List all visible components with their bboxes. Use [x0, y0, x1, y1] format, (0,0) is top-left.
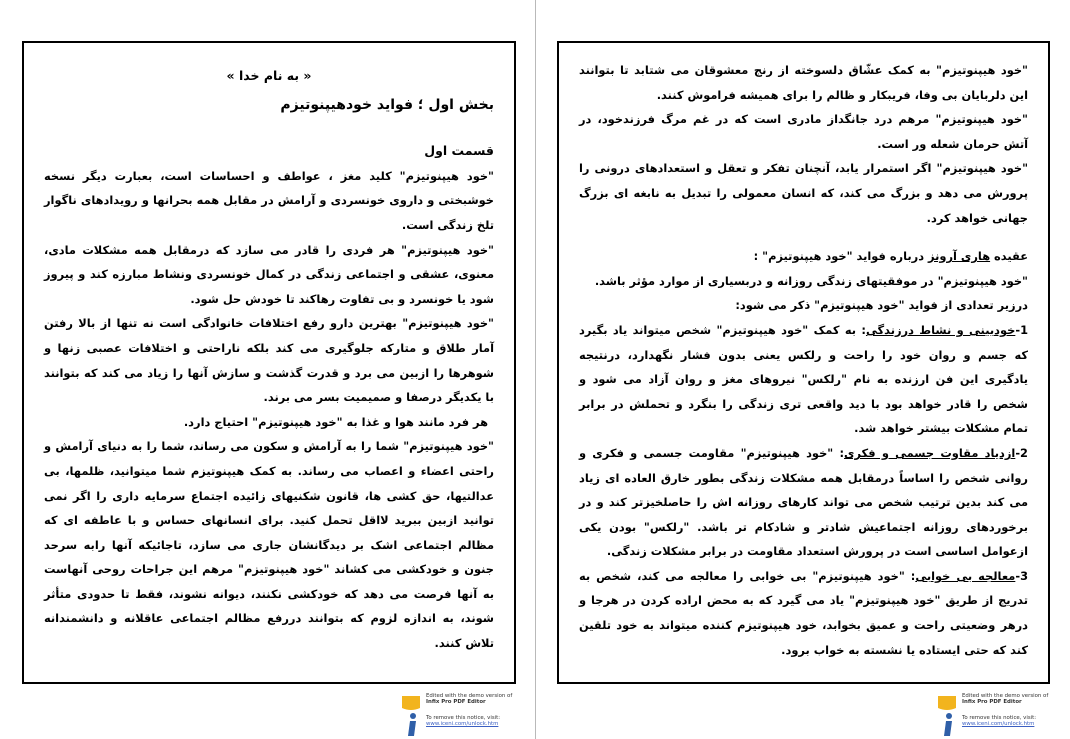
pdf-page-right	[536, 0, 1070, 739]
infix-logo-icon	[934, 690, 960, 738]
item-title: خودبینی و نشاط درزندگی	[865, 322, 1016, 337]
list-item	[579, 441, 1028, 564]
section-title: قسمت اول	[424, 143, 494, 159]
unlock-link[interactable]: www.iceni.com/unlock.htm	[426, 721, 499, 727]
paragraph: "خود هیپنوتیزم" هر فردی را قادر می سازد که درمقابل همه مشکلات مادی، معنوی، عشقی و اجتماعی زندگی در کمال خونسردی ونشاط مبارزه کند و پیروز شود یا خونسرد و بی تفاوت رهاکند تا خودش حل شود.	[44, 242, 494, 306]
item-body: : به کمک "خود هیپنوتیزم" شخص میتواند یاد بگیرد که جسم و روان خود را راحت و رلکس یعنی بدون فشار نگهدارد، درنتیجه یادگیری این فن ارزنده به نام "رلکس" نیروهای مغز و روان آزاد می شود و شخص را قادر خواهد بود با دید واقعی تری زندگی را بنگرد و تحملش در برابر تمام مشکلات بیشتر خواهد شد.	[579, 322, 1028, 436]
item-number: 1-	[1015, 322, 1029, 337]
notice-line-3: To remove this notice, visit:	[962, 715, 1037, 721]
notice-line-1: Edited with the demo version of	[962, 693, 1049, 699]
beliefs-suffix: درباره فواید "خود هیپنوتیزم" :	[753, 249, 929, 264]
pdf-page-left	[0, 0, 534, 739]
list-item	[579, 318, 1028, 441]
notice-line-2: Infix Pro PDF Editor	[426, 699, 486, 705]
item-number: 3-	[1015, 568, 1028, 583]
page-border-left	[22, 41, 516, 684]
paragraph: "خود هیپنوتیزم" اگر استمرار یابد، آنچنان تفکر و تعقل و استعدادهای درونی را پرورش می دهد و بزرگ می کند، که انسان معمولی را تبدیل به نابغه ای بزرگ جهانی خواهد کرد.	[579, 161, 1028, 225]
paragraph: "خود هیپنوتیزم" شما را به آرامش و سکون می رساند، شما را به دنیای آرامش و راحتی اعضاء و اعصاب می رساند. به کمک هیپنوتیزم شما میتوانید، ظلمها، بی عدالتیها، حق کشی ها، قانون شکنیهای زائیده اجتماع سرمایه داری را اگر نمی توانید ازبین ببرید لااقل تحمل کنید. برای انسانهای حساس و با عاطفه ای که مظالم اجتماعی اشک بر دیدگانشان جاری می سازد، تاجائیکه آنها رابه سرحد جنون و خودکشی می کشاند "خود هیپنوتیزم" مرهم این جراحات روحی آنهاست به آنها فرصت می دهد که خودکشی نکنند، دیوانه نشوند، فقط تا حدودی متأثر شوند، به اندازه لزوم که بتوانند دررفع مظالم اجتماعی عاقلانه و دانشمندانه تلاش کنند.	[44, 439, 494, 651]
notice-line-2: Infix Pro PDF Editor	[962, 699, 1022, 705]
item-body: : "خود هیپنوتیزم" بی خوابی را معالجه می کند، شخص به تدریج از طریق "خود هیپنوتیزم" یاد می گیرد که به محض اراده کردن در هرجا و درهر وضعیتی راحت و عمیق بخوابد، خود هیپنوتیزم کننده میتواند به خود تلقین کند که حتی ایستاده یا نشسته به خواب برود.	[579, 568, 1028, 657]
paragraph: "خود هیپنوتیزم" کلید مغز ، عواطف و احساسات است، بعبارت دیگر نسخه خوشبختی و داروی خونسردی و آرامش در مقابل همه بحرانها و رویدادهای ناگوار تلخ زندگی است.	[44, 168, 494, 232]
list-intro: درزیر تعدادی از فواید "خود هیپنوتیزم" ذکر می شود:	[735, 298, 1028, 313]
page-border-right	[557, 41, 1050, 684]
beliefs-prefix: عقیده	[990, 249, 1028, 264]
infix-demo-notice	[934, 688, 1070, 738]
item-title: معالجه بی خوابی	[915, 568, 1016, 583]
item-title: ازدیاد مقاوت جسمی و فکری	[844, 445, 1016, 460]
bismillah: « به نام خدا »	[226, 68, 312, 83]
paragraph: "خود هیپنوتیزم" مرهم درد جانگداز مادری است که در غم مرگ فرزندخود، در آتش حرمان شعله ور است.	[579, 112, 1028, 151]
infix-logo-icon	[398, 690, 424, 738]
beliefs-heading	[579, 244, 1028, 269]
notice-line-3: To remove this notice, visit:	[426, 715, 501, 721]
item-body: : "خود هیپنوتیزم" مقاومت جسمی و فکری و روانی شخص را اساساً درمقابل همه مشکلات زندگی بطور خارق العاده ای زیاد می کند بدین ترتیب شخص می تواند کارهای روزانه اش را حاصلخیزتر کند و در برخوردهای روزانه اجتماعیش شادتر و شادکام تر باشد. "رلکس" بودن یکی ازعوامل اساسی است در پرورش استعداد مقاومت در برابر مشکلات زندگی.	[579, 445, 1028, 559]
infix-demo-notice	[398, 688, 538, 738]
paragraph: هر فرد مانند هوا و غذا به "خود هیپنوتیزم" احتیاج دارد.	[183, 414, 488, 429]
paragraph: "خود هیپنوتیزم" در موفقیتهای زندگی روزانه و دربسیاری از موارد مؤثر باشد.	[594, 273, 1028, 288]
paragraph: "خود هیپنوتیزم" بهترین دارو رفع اختلافات خانوادگی است نه تنها از بالا رفتن آمار طلاق و متارکه جلوگیری می کند بلکه ناراحتی و اختلافات عصبی زنها و شوهرها را ازبین می برد و قدرت گذشت و سازش آنها را زیاد می کند که بتوانند با یکدیگر درصفا و صمیمیت بسر می برند.	[44, 316, 494, 405]
paragraph: "خود هیپنوتیزم" به کمک عشّاق دلسوخته از رنج معشوقان می شتابد تا بتوانند این دلربایان بی وفا، فریبکار و ظالم را برای همیشه فراموش کنند.	[579, 63, 1028, 102]
chapter-heading: بخش اول ؛ فواید خودهیپنوتیزم	[280, 96, 494, 113]
spacer	[579, 230, 1028, 244]
list-item	[579, 564, 1028, 662]
author-name: هاری آرونز	[928, 249, 991, 264]
notice-line-1: Edited with the demo version of	[426, 693, 513, 699]
item-number: 2-	[1015, 445, 1028, 460]
unlock-link[interactable]: www.iceni.com/unlock.htm	[962, 721, 1035, 727]
